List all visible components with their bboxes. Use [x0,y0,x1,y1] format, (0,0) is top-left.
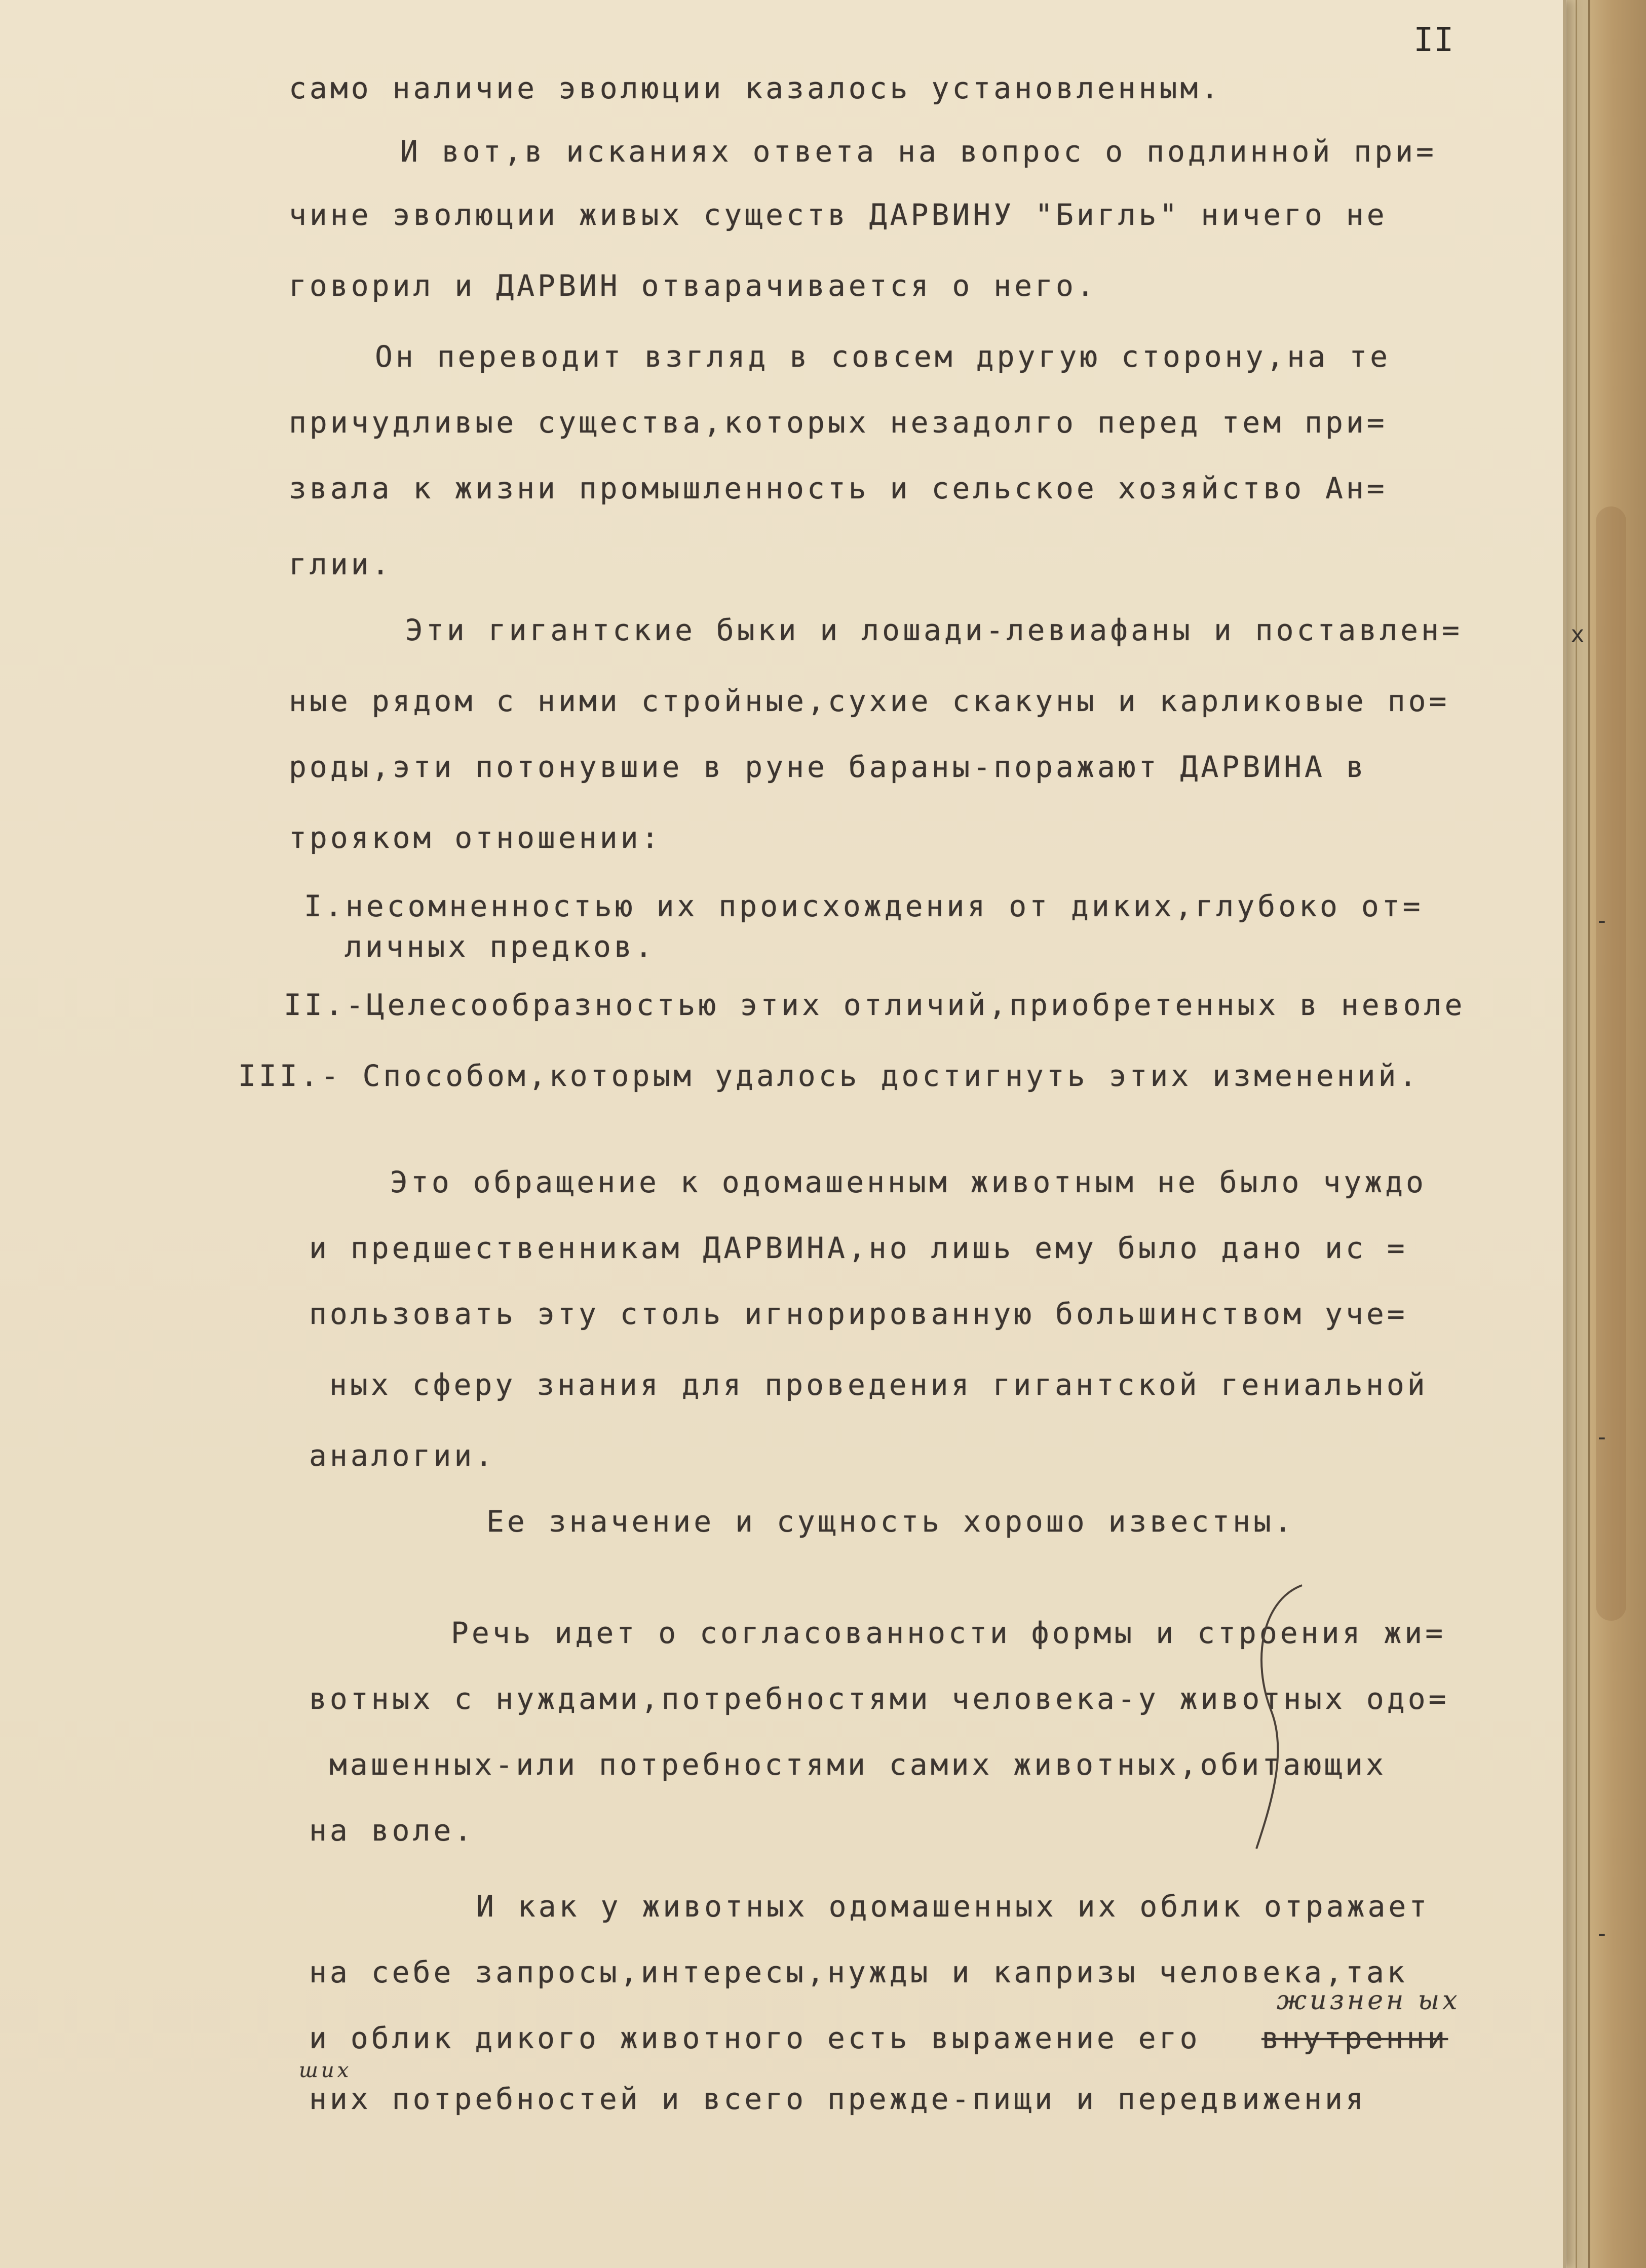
text-line: пользовать эту столь игнорированную большинством уче= [309,1297,1408,1331]
page-edge [1566,0,1577,2268]
text-line: ные рядом с ними стройные,сухие скакуны и карликовые по= [289,684,1450,718]
text-line: Ее значение и сущность хорошо известны. [486,1504,1295,1539]
margin-mark: - [1595,907,1609,934]
list-item: I.несомненностью их происхождения от диких,глубоко от= [304,889,1424,923]
paper-stain [1596,506,1626,1621]
margin-mark: - [1595,1423,1609,1451]
text-line: аналогии. [309,1438,496,1473]
text-line: причудливые существа,которых незадолго перед тем при= [289,405,1388,440]
list-item: III.- Способом,которым удалось достигнуть этих изменений. [238,1059,1420,1093]
handwritten-correction: жизнен ых [1277,1985,1461,2016]
text-line: И как у животных одомашенных их облик отражает [476,1889,1430,1924]
text-line: Эти гигантские быки и лошади-левиафаны и поставлен= [405,613,1463,647]
handwritten-insert: ших [299,2059,352,2082]
text-line: звала к жизни промышленность и сельское хозяйство Ан= [289,471,1388,505]
text-line: и облик дикого животного есть выражение его [309,2021,1201,2055]
margin-mark: х [1571,620,1585,648]
text-line: И вот,в исканиях ответа на вопрос о подлинной при= [400,134,1437,169]
text-line: на себе запросы,интересы,нужды и капризы человека,так [309,1955,1408,1989]
page-edge [1577,0,1590,2268]
text-line: глии. [289,547,393,581]
text-line: вотных с нуждами,потребностями человека-у животных одо= [309,1682,1449,1716]
text-line: ных сферу знания для проведения гигантской гениальной [329,1367,1428,1402]
text-line: само наличие эволюции казалось установленным. [289,71,1222,105]
text-line: чине эволюции живых существ ДАРВИНУ "Бигль" ничего не [289,198,1388,232]
text-line: машенных-или потребностями самих животных,обитающих [329,1747,1387,1782]
pencil-mark [1241,1580,1312,1854]
text-line: них потребностей и всего прежде-пищи и передвижения [309,2082,1366,2116]
list-item-continuation: личных предков. [344,929,656,964]
text-line: трояком отношении: [289,820,662,855]
text-line: Он переводит взгляд в совсем другую сторону,на те [375,339,1391,374]
text-line: говорил и ДАРВИН отварачивается о него. [289,268,1097,303]
margin-mark: - [1595,1920,1609,1947]
text-line: и предшественникам ДАРВИНА,но лишь ему было дано ис = [309,1231,1408,1265]
text-line: Это обращение к одомашенным животным не было чуждо [390,1165,1427,1199]
text-line: роды,эти потонувшие в руне бараны-поражают ДАРВИНА в [289,750,1367,784]
list-item: II.-Целесообразностью этих отличий,приобретенных в неволе [284,988,1466,1022]
text-line: Речь идет о согласованности формы и строения жи= [451,1616,1446,1650]
text-line: на воле. [309,1813,475,1848]
struck-word: внутренни [1261,2021,1448,2055]
page-number: II [1413,20,1454,59]
